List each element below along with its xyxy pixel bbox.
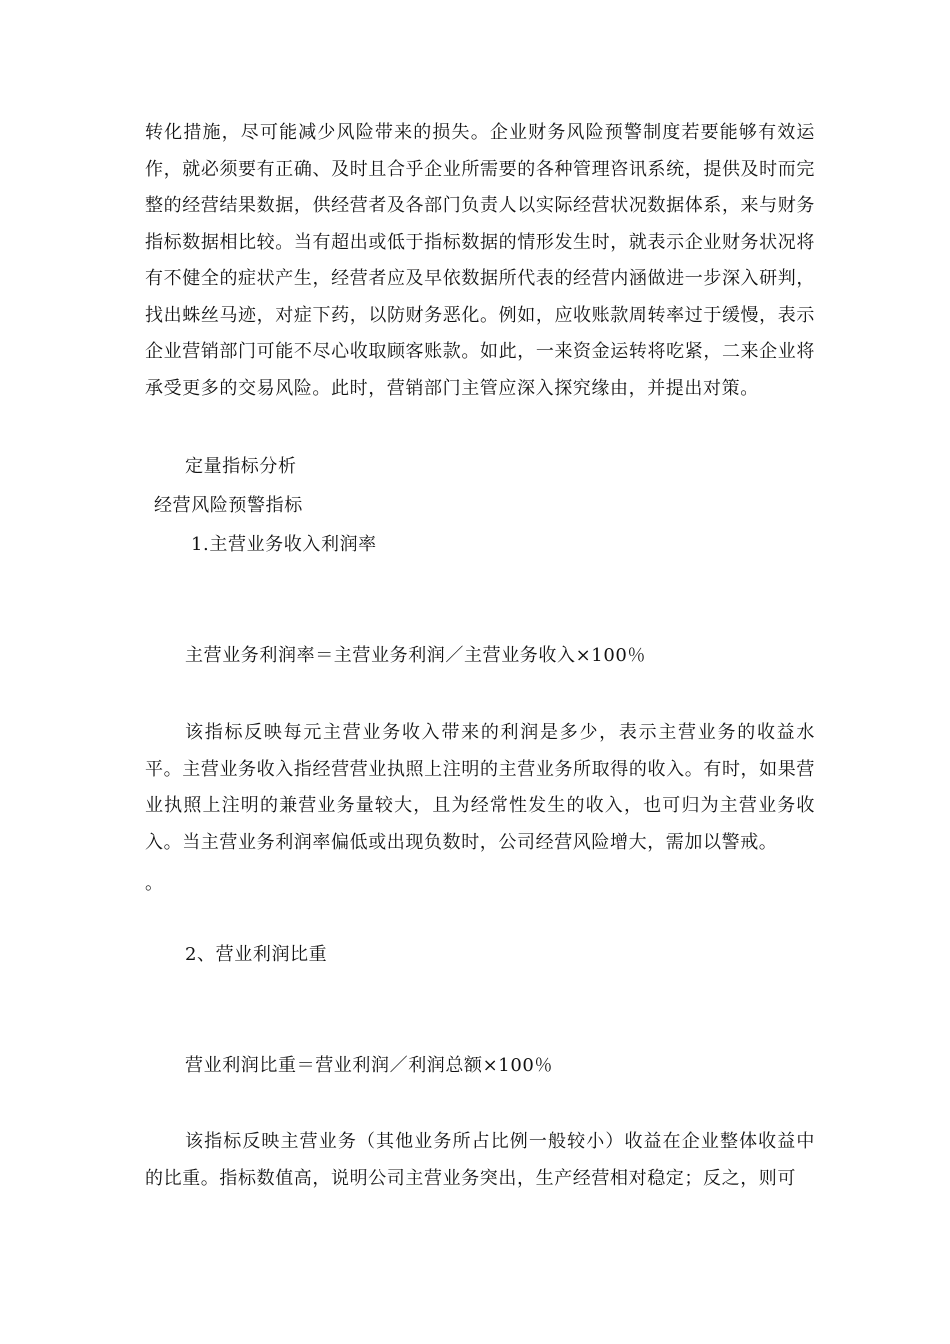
item1-title: 1.主营业务收入利润率 — [191, 534, 377, 555]
heading-quantitative-analysis: 定量指标分析 — [185, 456, 297, 477]
item2-formula: 营业利润比重＝营业利润／利润总额×100％ — [185, 1055, 554, 1076]
item1-trailing-mark: 。 — [145, 873, 164, 894]
item1-description: 该指标反映每元主营业务收入带来的利润是多少，表示主营业务的收益水平。主营业务收入指经营营业执照上注明的主营业务所取得的收入。有时，如果营业执照上注明的兼营业务量较大，且为经常性发生的收入，也可归为主营业务收入。当主营业务利润率偏低或出现负数时，公司经营风险增大，需加以警戒。 — [145, 722, 815, 853]
item2-title: 2、营业利润比重 — [185, 944, 328, 965]
item1-formula: 主营业务利润率＝主营业务利润／主营业务收入×100％ — [185, 645, 647, 666]
intro-paragraph: 转化措施，尽可能减少风险带来的损失。企业财务风险预警制度若要能够有效运作，就必须要有正确、及时且合乎企业所需要的各种管理咨讯系统，提供及时而完整的经营结果数据，供经营者及各部门负责人以实际经营状况数据体系，来与财务指标数据相比较。当有超出或低于指标数据的情形发生时，就表示企业财务状况将有不健全的症状产生，经营者应及早依数据所代表的经营内涵做进一步深入研判，找出蛛丝马迹，对症下药，以防财务恶化。例如，应收账款周转率过于缓慢，表示企业营销部门可能不尽心收取顾客账款。如此，一来资金运转将吃紧，二来企业将承受更多的交易风险。此时，营销部门主管应深入探究缘由，并提出对策。 — [145, 122, 815, 399]
item2-description: 该指标反映主营业务（其他业务所占比例一般较小）收益在企业整体收益中的比重。指标数值高，说明公司主营业务突出，生产经营相对稳定；反之，则可 — [145, 1131, 815, 1189]
heading-business-risk-indicators: 经营风险预警指标 — [154, 495, 303, 516]
